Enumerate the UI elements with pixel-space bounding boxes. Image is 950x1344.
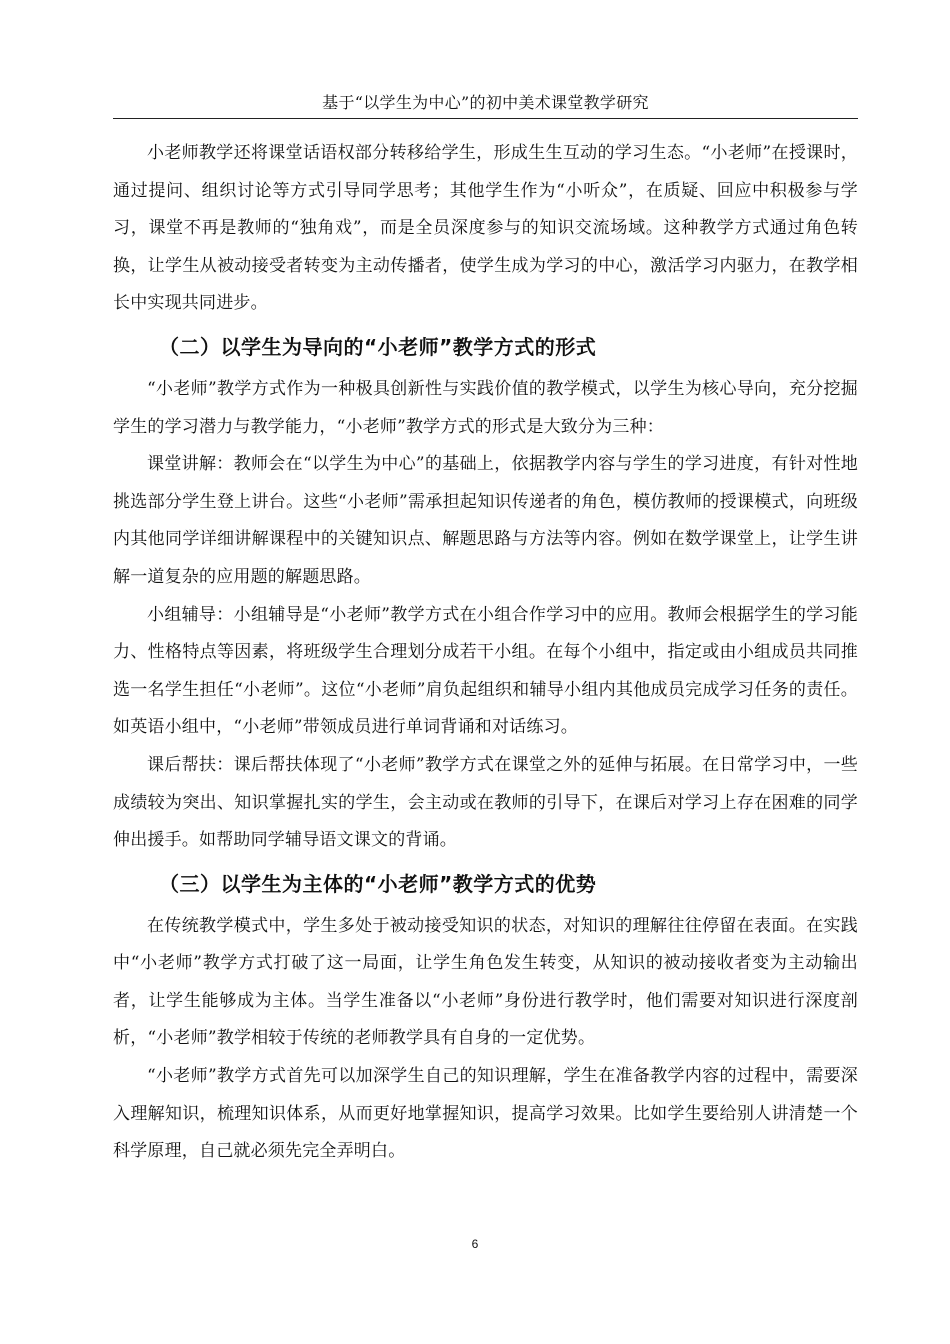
paragraph-7: “小老师”教学方式首先可以加深学生自己的知识理解，学生在准备教学内容的过程中，需要深入理解知识，梳理知识体系，从而更好地掌握知识，提高学习效果。比如学生要给别人讲清楚一个科学原理，自己就必须先完全弄明白。 bbox=[113, 1066, 858, 1162]
header-divider bbox=[113, 118, 858, 119]
paragraph-3: 课堂讲解：教师会在“以学生为中心”的基础上，依据教学内容与学生的学习进度，有针对性地挑选部分学生登上讲台。这些“小老师”需承担起知识传递者的角色，模仿教师的授课模式，向班级内其他同学详细讲解课程中的关键知识点、解题思路与方法等内容。例如在数学课堂上，让学生讲解一道复杂的应用题的解题思路。 bbox=[113, 454, 858, 587]
paragraph-4: 小组辅导：小组辅导是“小老师”教学方式在小组合作学习中的应用。教师会根据学生的学习能力、性格特点等因素，将班级学生合理划分成若干小组。在每个小组中，指定或由小组成员共同推选一名学生担任“小老师”。这位“小老师”肩负起组织和辅导小组内其他成员完成学习任务的责任。如英语小组中，“小老师”带领成员进行单词背诵和对话练习。 bbox=[113, 604, 858, 738]
running-header: 基于“以学生为中心”的初中美术课堂教学研究 bbox=[322, 93, 649, 112]
paragraph-6: 在传统教学模式中，学生多处于被动接受知识的状态，对知识的理解往往停留在表面。在实践中“小老师”教学方式打破了这一局面，让学生角色发生转变，从知识的被动接收者变为主动输出者，让学生能够成为主体。当学生准备以“小老师”身份进行教学时，他们需要对知识进行深度剖析，“小老师”教学相较于传统的老师教学具有自身的一定优势。 bbox=[113, 915, 858, 1049]
paragraph-5: 课后帮扶：课后帮扶体现了“小老师”教学方式在课堂之外的延伸与拓展。在日常学习中，一些成绩较为突出、知识掌握扎实的学生，会主动或在教师的引导下，在课后对学习上存在困难的同学伸出援手。如帮助同学辅导语文课文的背诵。 bbox=[113, 754, 858, 851]
page-body bbox=[113, 135, 858, 1171]
page-number: 6 bbox=[471, 1237, 479, 1251]
paragraph-1: 小老师教学还将课堂话语权部分转移给学生，形成生生互动的学习生态。“小老师”在授课时，通过提问、组织讨论等方式引导同学思考；其他学生作为“小听众”，在质疑、回应中积极参与学习，课堂不再是教师的“独角戏”，而是全员深度参与的知识交流场域。这种教学方式通过角色转换，让学生从被动接受者转变为主动传播者，使学生成为学习的中心，激活学习内驱力，在教学相长中实现共同进步。 bbox=[113, 143, 858, 314]
section-heading-3: （三）以学生为主体的“小老师”教学方式的优势 bbox=[159, 871, 597, 896]
paragraph-2: “小老师”教学方式作为一种极具创新性与实践价值的教学模式，以学生为核心导向，充分挖掘学生的学习潜力与教学能力，“小老师”教学方式的形式是大致分为三种： bbox=[113, 378, 858, 437]
section-heading-2: （二）以学生为导向的“小老师”教学方式的形式 bbox=[159, 334, 597, 359]
